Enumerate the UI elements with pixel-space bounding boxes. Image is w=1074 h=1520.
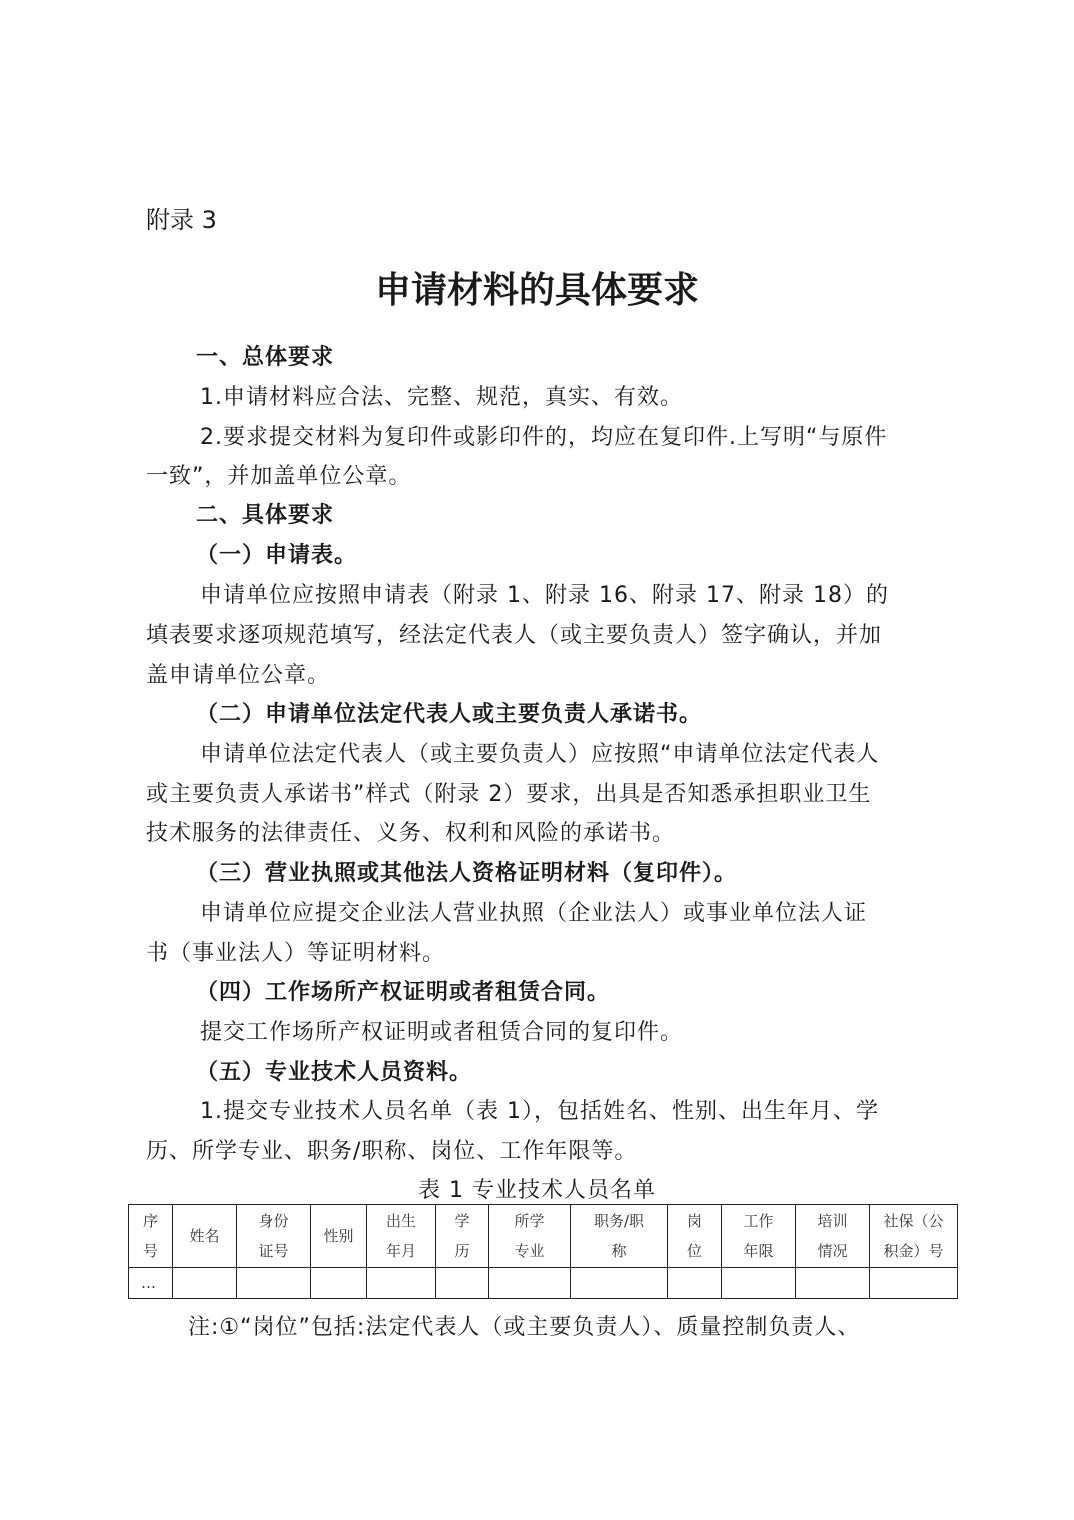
table-cell: [489, 1268, 571, 1299]
subsection-heading-5: （五）专业技术人员资料。: [196, 1059, 473, 1085]
table-cell: …: [129, 1268, 173, 1299]
table-header-cell: 出生 年月: [367, 1205, 436, 1268]
table-header-cell: 姓名: [173, 1205, 237, 1268]
paragraph-line: 提交工作场所产权证明或者租赁合同的复印件。: [200, 1020, 684, 1045]
table-caption: 表 1 专业技术人员名单: [418, 1178, 656, 1203]
paragraph-line: 1.提交专业技术人员名单（表 1），包括姓名、性别、出生年月、学: [200, 1099, 879, 1124]
table-cell: [722, 1268, 796, 1299]
section-heading-specific: 二、具体要求: [196, 503, 335, 528]
table-header-cell: 岗 位: [668, 1205, 722, 1268]
table-header-cell: 序 号: [129, 1205, 173, 1268]
table-header-cell: 性别: [311, 1205, 367, 1268]
table-header-cell: 社保（公 积金）号: [870, 1205, 958, 1268]
table-cell: [796, 1268, 870, 1299]
paragraph-line: 或主要负责人承诺书”样式（附录 2）要求，出具是否知悉承担职业卫生: [146, 782, 872, 807]
table-header-cell: 培训 情况: [796, 1205, 870, 1268]
paragraph-line: 历、所学专业、职务/职称、岗位、工作年限等。: [146, 1139, 638, 1164]
paragraph-line: 一致”，并加盖单位公章。: [146, 464, 412, 489]
table-cell: [173, 1268, 237, 1299]
table-header-cell: 学 历: [436, 1205, 489, 1268]
table-header-cell: 身份 证号: [237, 1205, 311, 1268]
paragraph-line: 申请单位法定代表人（或主要负责人）应按照“申请单位法定代表人: [200, 742, 880, 767]
table-cell: [367, 1268, 436, 1299]
paragraph-line: 2.要求提交材料为复印件或影印件的，均应在复印件.上写明“与原件: [200, 425, 888, 450]
subsection-heading-2: （二）申请单位法定代表人或主要负责人承诺书。: [196, 701, 703, 727]
table-cell: [436, 1268, 489, 1299]
paragraph-line: 书（事业法人）等证明材料。: [146, 941, 446, 966]
table-header-cell: 职务/职 称: [571, 1205, 668, 1268]
subsection-heading-3: （三）营业执照或其他法人资格证明材料（复印件）。: [196, 860, 738, 886]
table-cell: [571, 1268, 668, 1299]
subsection-heading-4: （四）工作场所产权证明或者租赁合同。: [196, 979, 611, 1005]
table-header-row: [129, 1205, 958, 1268]
table-header-cell: 工作 年限: [722, 1205, 796, 1268]
table-header-cell: 所学 专业: [489, 1205, 571, 1268]
paragraph-line: 申请单位应按照申请表（附录 1、附录 16、附录 17、附录 18）的: [200, 583, 889, 608]
table-note: 注:①“岗位”包括:法定代表人（或主要负责人）、质量控制负责人、: [188, 1315, 861, 1340]
paragraph-line: 盖申请单位公章。: [146, 663, 331, 688]
table-row: [129, 1268, 958, 1299]
table-cell: [237, 1268, 311, 1299]
table-cell: [311, 1268, 367, 1299]
table-cell: [870, 1268, 958, 1299]
subsection-heading-1: （一）申请表。: [196, 542, 358, 568]
table-cell: [668, 1268, 722, 1299]
paragraph-line: 填表要求逐项规范填写，经法定代表人（或主要负责人）签字确认，并加: [146, 623, 883, 648]
staff-list-table: [128, 1204, 958, 1299]
paragraph-line: 1.申请材料应合法、完整、规范，真实、有效。: [200, 385, 683, 410]
page-title: 申请材料的具体要求: [374, 269, 699, 311]
section-heading-general: 一、总体要求: [196, 345, 335, 370]
paragraph-line: 技术服务的法律责任、义务、权利和风险的承诺书。: [146, 821, 676, 846]
appendix-label: 附录 3: [146, 206, 217, 234]
paragraph-line: 申请单位应提交企业法人营业执照（企业法人）或事业单位法人证: [200, 901, 868, 926]
